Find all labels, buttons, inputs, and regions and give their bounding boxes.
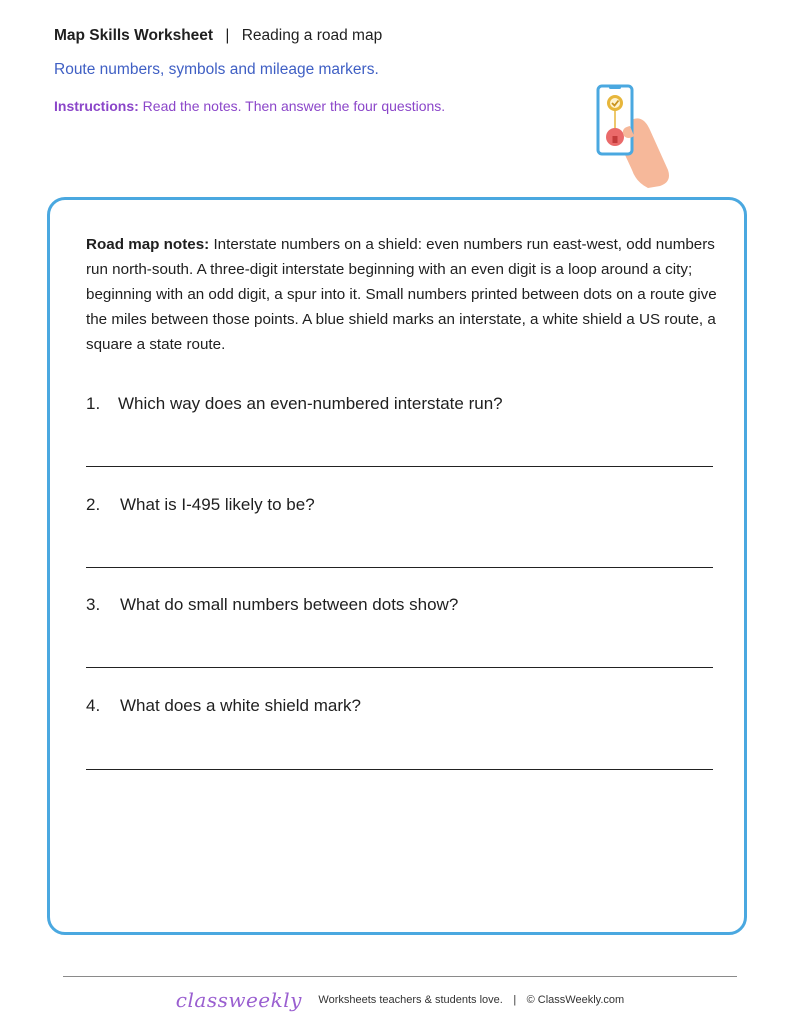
question-1 <box>86 394 503 414</box>
question-number: 3. <box>86 595 101 614</box>
question-text: What is I-495 likely to be? <box>120 495 315 514</box>
footer <box>0 988 800 1012</box>
answer-line-1[interactable] <box>86 466 713 467</box>
header-separator: | <box>225 27 230 44</box>
footer-separator: | <box>513 994 517 1006</box>
question-4 <box>86 696 361 716</box>
question-number: 4. <box>86 696 101 715</box>
notes-text: Interstate numbers on a shield: even numbers run east-west, odd numbers run north-south. A three-digit interstate beginning with an even digit is a loop around a city; beginning with an odd digit, a spur into it. Small numbers printed between dots on a route give the miles between those points. A blue shield marks an interstate, a white shield a US route, a square a state route. <box>86 236 717 353</box>
worksheet-header <box>54 27 382 45</box>
question-number: 1. <box>86 394 101 413</box>
worksheet-topic: Reading a road map <box>241 27 383 44</box>
question-number: 2. <box>86 495 101 514</box>
worksheet-title: Map Skills Worksheet <box>54 27 214 44</box>
question-2 <box>86 495 315 515</box>
question-3 <box>86 595 458 615</box>
question-text: Which way does an even-numbered interstate run? <box>118 394 503 413</box>
road-map-notes <box>86 232 726 357</box>
instructions-text: Read the notes. Then answer the four questions. <box>142 98 446 114</box>
worksheet-subtitle: Route numbers, symbols and mileage markers. <box>54 61 379 78</box>
question-text: What do small numbers between dots show? <box>120 595 459 614</box>
instructions <box>54 98 445 114</box>
answer-line-3[interactable] <box>86 667 713 668</box>
notes-label: Road map notes: <box>86 236 210 253</box>
footer-copyright: © ClassWeekly.com <box>526 994 625 1006</box>
question-text: What does a white shield mark? <box>120 696 361 715</box>
answer-line-2[interactable] <box>86 567 713 568</box>
footer-divider <box>63 976 737 977</box>
hand-holding-phone-map-icon <box>590 82 680 192</box>
answer-line-4[interactable] <box>86 769 713 770</box>
footer-tagline: Worksheets teachers & students love. <box>318 994 503 1006</box>
brand-logo: classweekly <box>175 988 302 1012</box>
instructions-label: Instructions: <box>54 98 139 114</box>
